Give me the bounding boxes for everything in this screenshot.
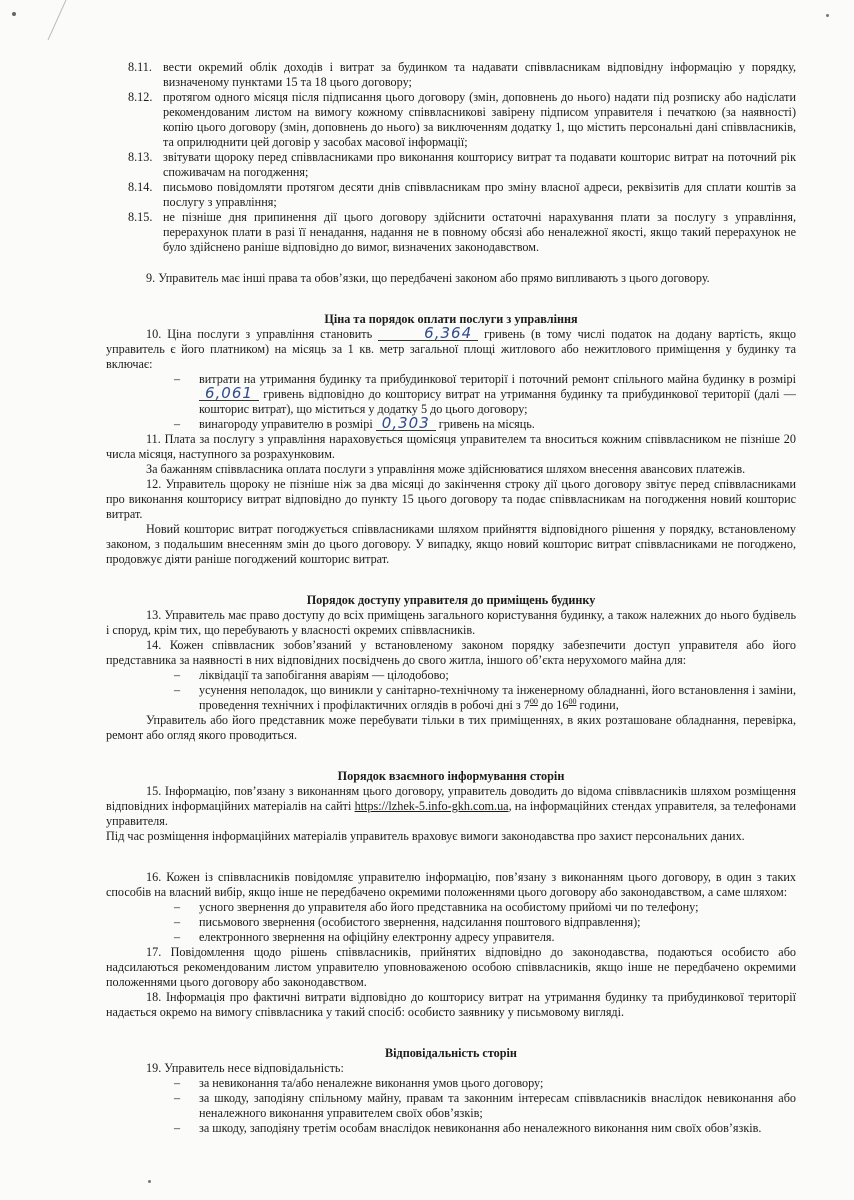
clause-10: 10. Ціна послуги з управління становить 6,364 гривень (в тому числі податок на додану вартість, якщо управитель є його платником) на місяць за 1 кв. метр загальної площі житлового або нежитлового приміщення у будинку та включає: xyxy=(106,324,797,371)
clause-12: 12. Управитель щороку не пізніше ніж за два місяці до закінчення строку дії цього договору звітує перед співвласниками про виконання кошторису витрат відповідно до пункту 15 цього договору та подає співвласникам на погодження новий кошторис витрат. xyxy=(106,477,796,521)
clause-8-12: 8.12. протягом одного місяця після підписання цього договору (змін, доповнень до нього) надати під розписку або надіслати рекомендованим листом на вимогу кожному співвласникові завірену підписом управителя і печаткою (за наявності) копію цього договору (змін, доповнень до нього) за виключенням додатку 1, що містить персональні дані співвласників, та оприлюднити цей договір у засобах масової інформації; xyxy=(128,90,796,149)
clause-8-14: 8.14. письмово повідомляти протягом десяти днів співвласникам про зміну власної адреси, реквізитів для сплати коштів за послугу з управління; xyxy=(128,180,796,209)
scan-speck xyxy=(148,1180,151,1183)
clause-15-personal-data: Під час розміщення інформаційних матеріалів управитель враховує вимоги законодавства про захист персональних даних. xyxy=(106,829,745,843)
clause-19-item-property-damage: – за шкоду, заподіяну спільному майну, правам та законним інтересам співвласників внаслідок невиконання або неналежного виконання управителем своїх обов’язків; xyxy=(174,1091,796,1120)
clause-16-item-written: – письмового звернення (особистого звернення, надсилання поштового відправлення); xyxy=(174,915,641,929)
clause-19-item-third-party-damage: – за шкоду, заподіяну третім особам внаслідок невиконання або неналежного виконання ним своїх обов’язків. xyxy=(174,1121,762,1135)
clause-17: 17. Повідомлення щодо рішень співвласників, прийнятих відповідно до законодавства, подаються особисто або надсилаються рекомендованим листом управителю уповноваженою особою співвласників, якщо інше не передбачено окремими положеннями цього договору або законодавством. xyxy=(106,945,796,989)
handwritten-maintenance-value: 6,061 xyxy=(199,387,259,401)
clause-9: 9. Управитель має інші права та обов’язки, що передбачені законом або прямо випливають з цього договору. xyxy=(146,271,710,285)
clause-16: 16. Кожен із співвласників повідомляє управителю інформацію, пов’язану з виконанням цього договору, в один з таких способів на власний вибір, якщо інше не передбачено окремими положеннями цього договору або законодавством, а саме шляхом: xyxy=(106,870,796,899)
clause-16-item-electronic: – електронного звернення на офіційну електронну адресу управителя. xyxy=(174,930,555,944)
handwritten-price-value: 6,364 xyxy=(378,327,478,341)
clause-11-advance: За бажанням співвласника оплата послуги з управління може здійснюватися шляхом внесення авансових платежів. xyxy=(146,462,746,476)
section-heading-price: Ціна та порядок оплати послуги з управління xyxy=(324,312,578,326)
clause-19: 19. Управитель несе відповідальність: xyxy=(146,1061,344,1075)
clause-11: 11. Плата за послугу з управління нараховується щомісяця управителем та вноситься кожним співвласником не пізніше 20 числа місяця, наступного за розрахунковим. xyxy=(106,432,796,461)
clause-13: 13. Управитель має право доступу до всіх приміщень загального користування будинку, а також належних до нього будівель і споруд, крім тих, що перебувають у власності окремих співвласників. xyxy=(106,608,796,637)
clause-8-13: 8.13. звітувати щороку перед співвласниками про виконання кошторису витрат та подавати кошторис витрат на поточний рік споживачам на погодження; xyxy=(128,150,796,179)
document-body xyxy=(106,60,796,1136)
clause-16-item-oral: – усного звернення до управителя або його представника на особистому прийомі чи по телефону; xyxy=(174,900,699,914)
clause-8-15: 8.15. не пізніше дня припинення дії цього договору здійснити остаточні нарахування плати за послугу з управління, перерахунок плати в разі її ненадання, надання не в повному обсязі або неналежної якості, якщо такий перерахунок не було здійснено раніше відповідно до вимог, визначених законодавством. xyxy=(128,210,796,254)
clause-14-item-emergency: – ліквідації та запобігання аваріям — цілодобово; xyxy=(174,668,449,682)
clause-10-item-reward: – винагороду управителю в розмірі 0,303 гривень на місяць. xyxy=(174,414,535,432)
clause-19-item-nonperformance: – за невиконання та/або неналежне виконання умов цього договору; xyxy=(174,1076,544,1090)
clause-14-access-limits: Управитель або його представник може перебувати тільки в тих приміщеннях, в яких розташоване обладнання, перевірка, ремонт або огляд якого проводиться. xyxy=(106,713,796,742)
section-heading-access: Порядок доступу управителя до приміщень будинку xyxy=(306,593,596,607)
clause-14: 14. Кожен співвласник зобов’язаний у встановленому законом порядку забезпечити доступ управителя або його представника за наявності в них відповідних посвідчень до свого житла, іншого об’єкта нерухомого майна для: xyxy=(106,638,796,667)
section-heading-information: Порядок взаємного інформування сторін xyxy=(337,769,565,783)
website-link[interactable]: https://lzhek-5.info-gkh.com.ua xyxy=(354,799,509,813)
clause-18: 18. Інформація про фактичні витрати відповідно до кошторису витрат на утримання будинку та прибудинкової території надається окремо на вимогу співвласника у такий спосіб: особисто заявнику у письмовому вигляді. xyxy=(106,990,796,1019)
clause-15: 15. Інформацію, пов’язану з виконанням цього договору, управитель доводить до відома співвласників шляхом розміщення відповідних інформаційних матеріалів на сайті https://lzhek-5.info-gkh.com.ua, на інформаційних стендах управителя, за телефонами управителя. xyxy=(106,784,797,828)
clause-8-11: 8.11. вести окремий облік доходів і витрат за будинком та надавати співвласникам відповідну інформацію у порядку, визначеному пунктами 15 та 18 цього договору; xyxy=(128,60,796,89)
clause-10-item-maintenance: – витрати на утримання будинку та прибудинкової території і поточний ремонт спільного майна будинку в розмірі 6,061 гривень відповідно до кошторису витрат на утримання будинку та прибудинкової території (далі — кошторис витрат), що міститься у додатку 5 до цього договору; xyxy=(174,372,796,416)
clause-12-new-estimate: Новий кошторис витрат погоджується співвласниками шляхом прийняття відповідного рішення у порядку, встановленому законом, з подальшим внесенням змін до цього договору. У випадку, якщо новий кошторис витрат співвласниками не погоджено, продовжує діяти раніше погоджений кошторис витрат. xyxy=(106,522,796,566)
handwritten-reward-value: 0,303 xyxy=(376,417,436,431)
folded-corner-mark xyxy=(8,0,78,40)
section-heading-responsibility: Відповідальність сторін xyxy=(385,1046,517,1060)
scan-speck xyxy=(826,14,829,17)
clause-14-item-repairs: – усунення неполадок, що виникли у санітарно-технічному та інженерному обладнанні, його встановлення і заміни, проведення технічних і профілактичних оглядів в робочі дні з $7^{00}$ до $16^{00}$ години, xyxy=(174,683,796,712)
